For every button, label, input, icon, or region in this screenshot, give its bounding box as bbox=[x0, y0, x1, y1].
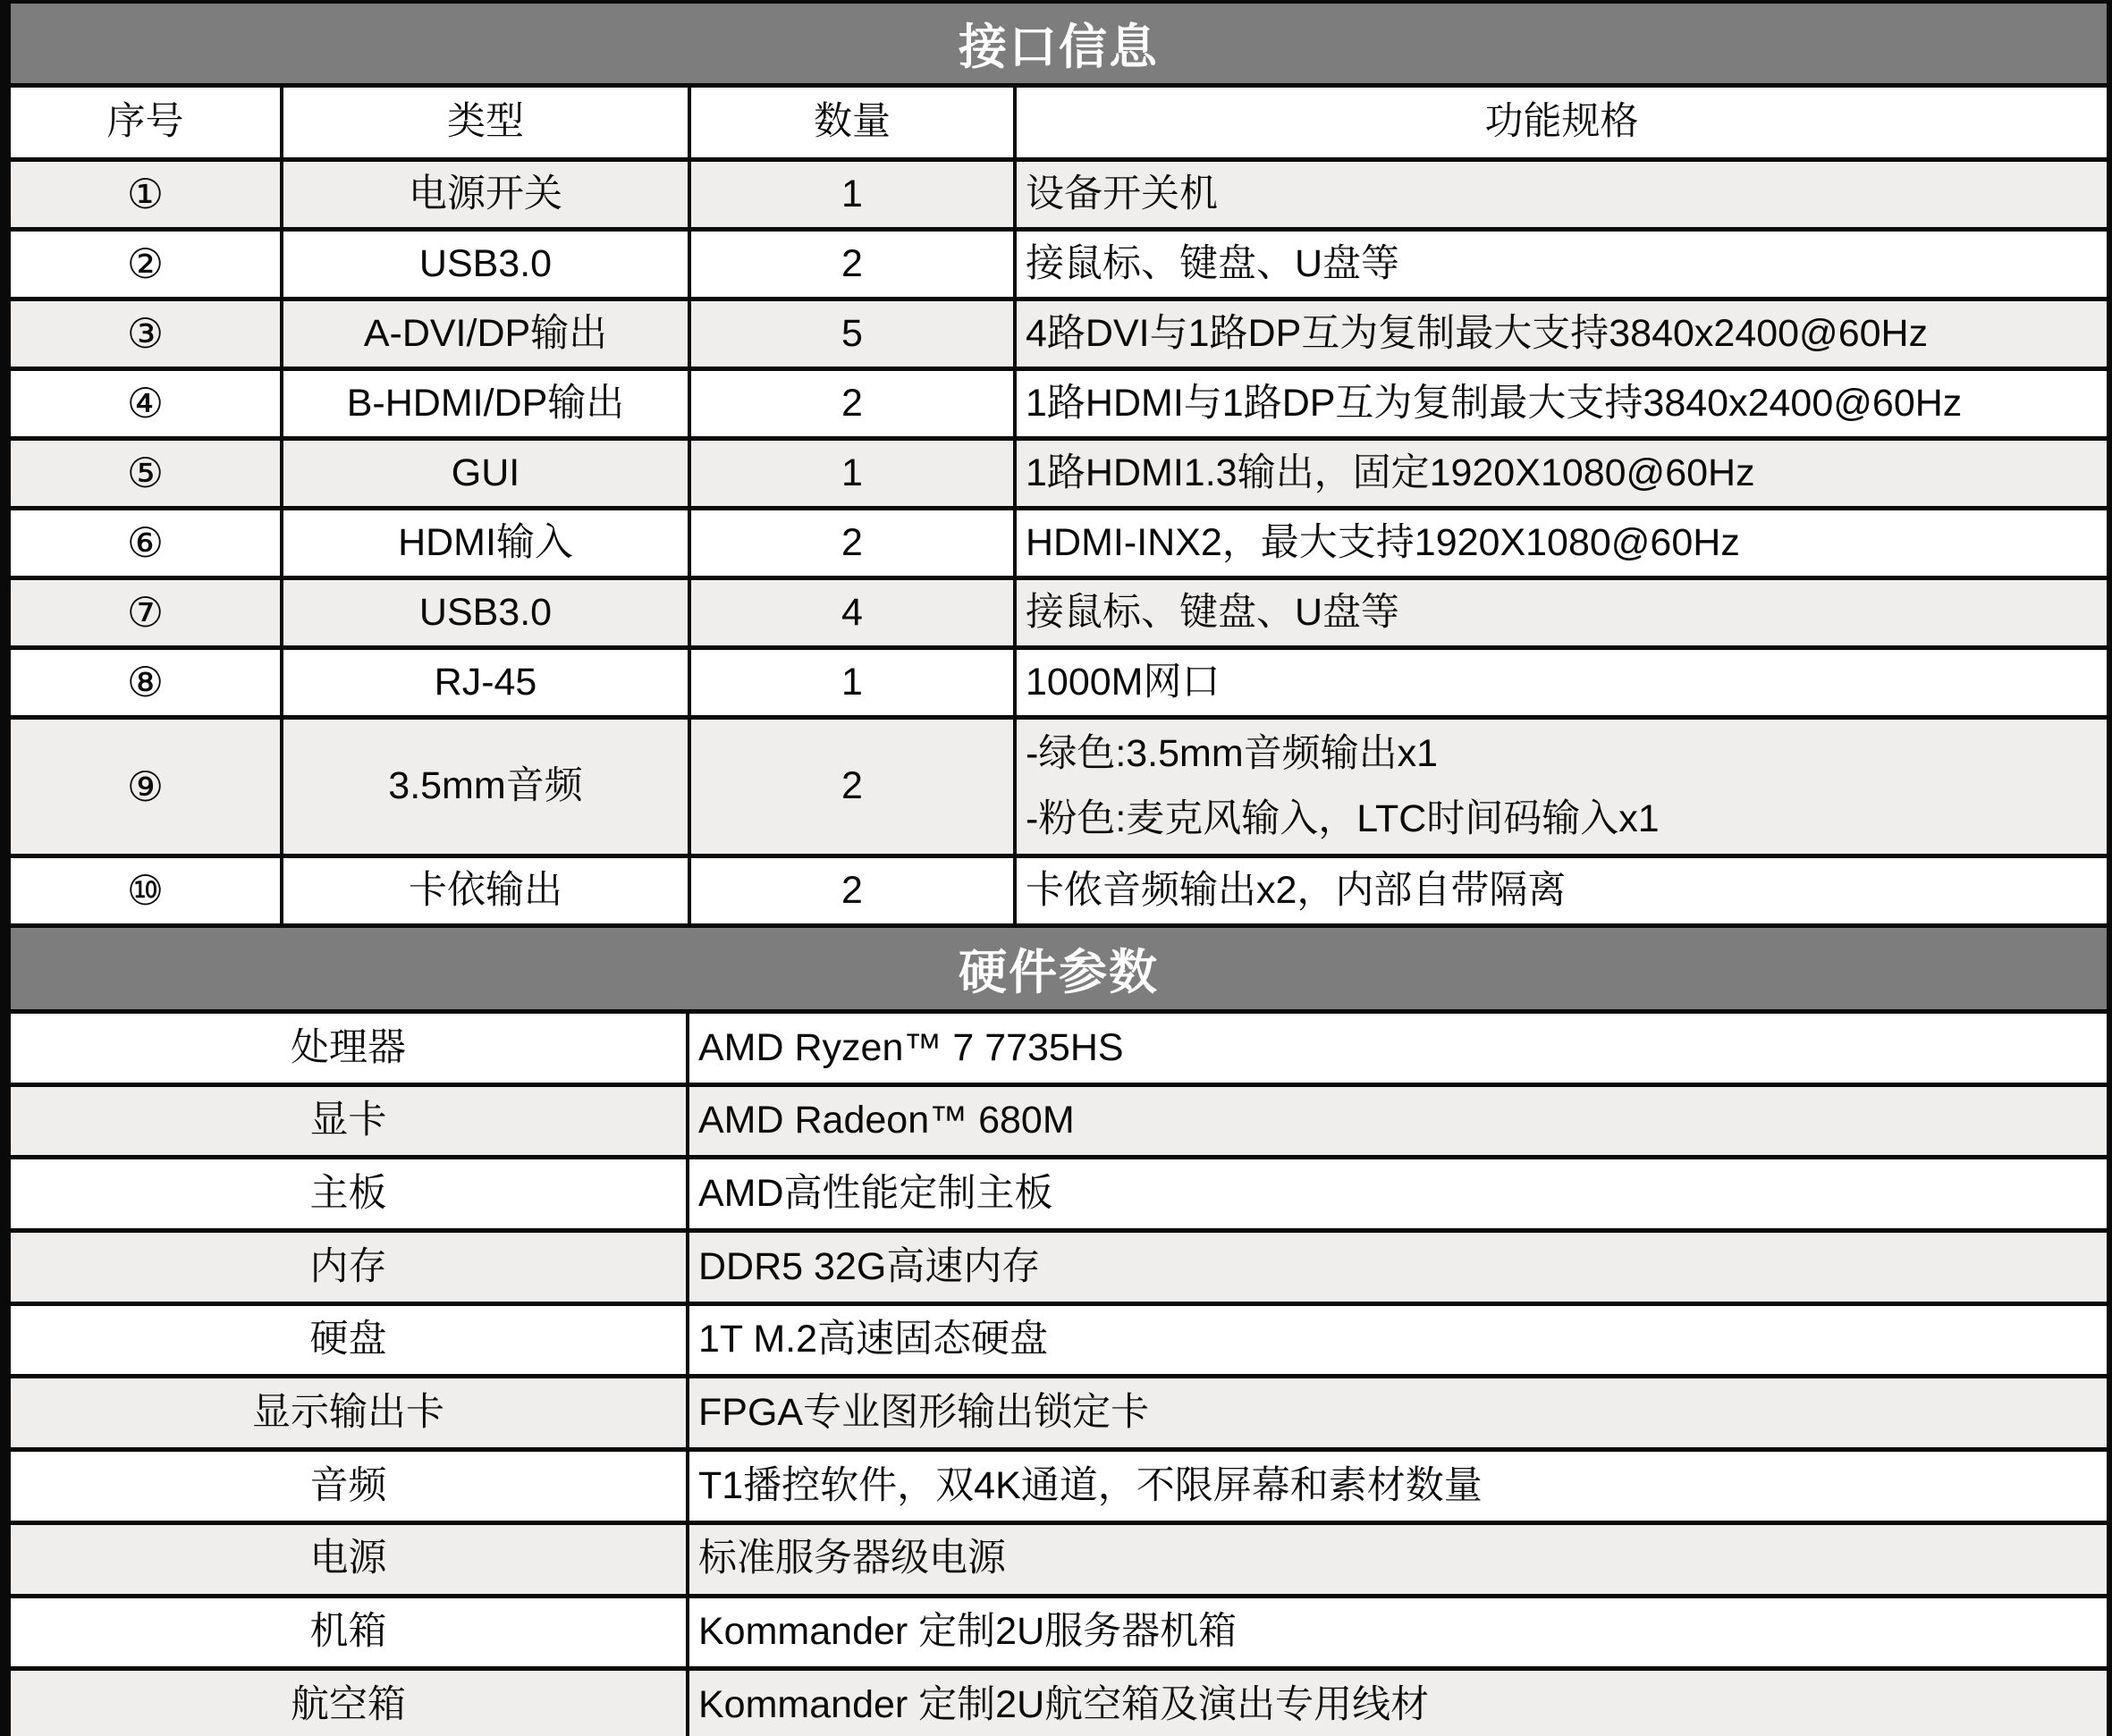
hardware-row-flight-case bbox=[11, 1671, 2107, 1736]
interface-row-9 bbox=[11, 720, 2107, 854]
interface-row-3 bbox=[11, 301, 2107, 367]
row-quantity: 2 bbox=[691, 510, 1013, 576]
hardware-row-psu bbox=[11, 1525, 2107, 1594]
row-spec: 4路DVI与1路DP互为复制最大支持3840x2400@60Hz bbox=[1017, 301, 2107, 367]
row-index: ① bbox=[11, 162, 280, 227]
row-spec-line-1: -绿色:3.5mm音频输出x1 bbox=[1026, 731, 1439, 775]
hardware-value: DDR5 32G高速内存 bbox=[689, 1233, 2107, 1302]
hardware-value: 1T M.2高速固态硬盘 bbox=[689, 1306, 2107, 1375]
row-index: ⑩ bbox=[11, 858, 280, 923]
row-spec: 1路HDMI与1路DP互为复制最大支持3840x2400@60Hz bbox=[1017, 371, 2107, 436]
row-type: B-HDMI/DP输出 bbox=[283, 371, 688, 436]
column-header-index: 序号 bbox=[11, 88, 280, 157]
hardware-row-chassis bbox=[11, 1598, 2107, 1667]
hardware-row-gpu bbox=[11, 1087, 2107, 1156]
hardware-label: 音频 bbox=[11, 1452, 686, 1521]
row-spec: 接鼠标、键盘、U盘等 bbox=[1017, 232, 2107, 297]
hardware-value: T1播控软件，双4K通道，不限屏幕和素材数量 bbox=[689, 1452, 2107, 1521]
row-type: 3.5mm音频 bbox=[283, 720, 688, 854]
hardware-row-motherboard bbox=[11, 1159, 2107, 1228]
row-type: 电源开关 bbox=[283, 162, 688, 227]
interface-row-7 bbox=[11, 580, 2107, 645]
hardware-label: 机箱 bbox=[11, 1598, 686, 1667]
hardware-label: 航空箱 bbox=[11, 1671, 686, 1736]
interface-row-4 bbox=[11, 371, 2107, 436]
hardware-value: Kommander 定制2U航空箱及演出专用线材 bbox=[689, 1671, 2107, 1736]
row-type: HDMI输入 bbox=[283, 510, 688, 576]
row-type: USB3.0 bbox=[283, 232, 688, 297]
hardware-label: 处理器 bbox=[11, 1014, 686, 1083]
row-quantity: 5 bbox=[691, 301, 1013, 367]
interface-row-8 bbox=[11, 650, 2107, 715]
row-index: ⑧ bbox=[11, 650, 280, 715]
row-index: ② bbox=[11, 232, 280, 297]
interface-row-2 bbox=[11, 232, 2107, 297]
row-index: ⑨ bbox=[11, 720, 280, 854]
hardware-label: 电源 bbox=[11, 1525, 686, 1594]
interface-row-5 bbox=[11, 441, 2107, 506]
interface-row-6 bbox=[11, 510, 2107, 576]
hardware-row-storage bbox=[11, 1306, 2107, 1375]
row-spec: HDMI-INX2，最大支持1920X1080@60Hz bbox=[1017, 510, 2107, 576]
hardware-value: FPGA专业图形输出锁定卡 bbox=[689, 1378, 2107, 1447]
row-type: 卡依输出 bbox=[283, 858, 688, 923]
row-spec-line-2: -粉色:麦克风输入，LTC时间码输入x1 bbox=[1026, 796, 1660, 840]
hardware-label: 硬盘 bbox=[11, 1306, 686, 1375]
row-index: ③ bbox=[11, 301, 280, 367]
row-type: GUI bbox=[283, 441, 688, 506]
hardware-row-memory bbox=[11, 1233, 2107, 1302]
hardware-value: AMD Radeon™ 680M bbox=[689, 1087, 2107, 1156]
row-index: ⑥ bbox=[11, 510, 280, 576]
hardware-value: AMD Ryzen™ 7 7735HS bbox=[689, 1014, 2107, 1083]
hardware-label: 显卡 bbox=[11, 1087, 686, 1156]
hardware-value: 标准服务器级电源 bbox=[689, 1525, 2107, 1594]
interface-section-title: 接口信息 bbox=[959, 21, 1159, 74]
row-quantity: 2 bbox=[691, 232, 1013, 297]
interface-row-10 bbox=[11, 858, 2107, 923]
hardware-row-output-card bbox=[11, 1378, 2107, 1447]
interface-section-header bbox=[11, 4, 2107, 83]
interface-row-1 bbox=[11, 162, 2107, 227]
column-header-quantity: 数量 bbox=[691, 88, 1013, 157]
row-quantity: 1 bbox=[691, 441, 1013, 506]
row-type: RJ-45 bbox=[283, 650, 688, 715]
row-spec: 设备开关机 bbox=[1017, 162, 2107, 227]
hardware-label: 内存 bbox=[11, 1233, 686, 1302]
row-quantity: 1 bbox=[691, 650, 1013, 715]
row-index: ⑦ bbox=[11, 580, 280, 645]
row-spec: 1000M网口 bbox=[1017, 650, 2107, 715]
hardware-row-cpu bbox=[11, 1014, 2107, 1083]
column-header-spec: 功能规格 bbox=[1017, 88, 2107, 157]
row-type: USB3.0 bbox=[283, 580, 688, 645]
row-quantity: 2 bbox=[691, 858, 1013, 923]
row-quantity: 1 bbox=[691, 162, 1013, 227]
row-spec: 卡侬音频输出x2，内部自带隔离 bbox=[1017, 858, 2107, 923]
hardware-label: 主板 bbox=[11, 1159, 686, 1228]
row-quantity: 2 bbox=[691, 720, 1013, 854]
row-spec bbox=[1017, 720, 2107, 854]
hardware-value: Kommander 定制2U服务器机箱 bbox=[689, 1598, 2107, 1667]
hardware-section-header bbox=[11, 928, 2107, 1009]
row-spec: 1路HDMI1.3输出，固定1920X1080@60Hz bbox=[1017, 441, 2107, 506]
interface-column-header-row bbox=[11, 88, 2107, 157]
hardware-value: AMD高性能定制主板 bbox=[689, 1159, 2107, 1228]
row-index: ⑤ bbox=[11, 441, 280, 506]
row-type: A-DVI/DP输出 bbox=[283, 301, 688, 367]
row-spec: 接鼠标、键盘、U盘等 bbox=[1017, 580, 2107, 645]
row-index: ④ bbox=[11, 371, 280, 436]
hardware-row-audio bbox=[11, 1452, 2107, 1521]
hardware-label: 显示输出卡 bbox=[11, 1378, 686, 1447]
hardware-section-title: 硬件参数 bbox=[959, 946, 1159, 999]
row-quantity: 2 bbox=[691, 371, 1013, 436]
column-header-type: 类型 bbox=[283, 88, 688, 157]
row-quantity: 4 bbox=[691, 580, 1013, 645]
